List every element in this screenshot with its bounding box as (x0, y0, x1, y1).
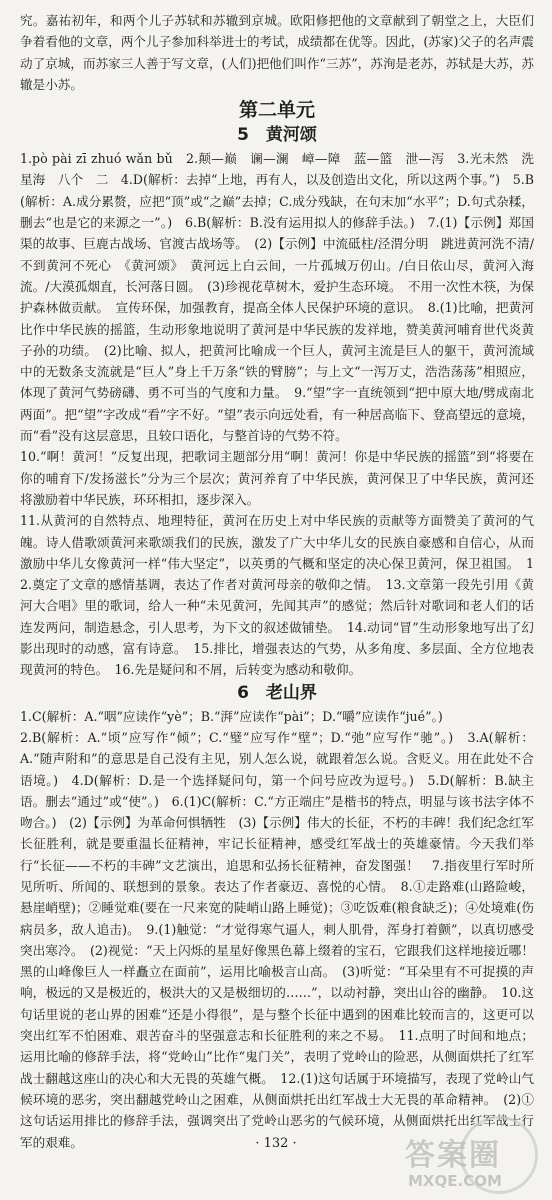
lesson-6-title: 6 老山界 (237, 682, 317, 703)
unit-title: 第二单元 (238, 99, 315, 122)
lesson-5-answer-10: 10.“啊！黄河！”反复出现，把歌词主题部分用“啊！黄河！你是中华民族的摇篮”到“将要在你的哺育下/发扬滋长”分为三个层次；黄河养育了中华民族，黄河保卫了中华民族，黄河还将激励着中华民族，环环相扣，逐步深入。 (20, 449, 534, 507)
lesson-6-answer-1: 1.C(解析：A.“咽”应读作“yè”；B.“湃”应读作“pài”；D.“嚼”应读作“jué”。) (20, 708, 443, 724)
page-number: · 132 · (255, 1136, 297, 1151)
lesson-5-title: 5 黄河颂 (237, 125, 317, 146)
watermark-logo: 答案圈 (405, 1138, 501, 1173)
lesson-5-answers-11-16: 11.从黄河的自然特点、地理特征，黄河在历史上对中华民族的贡献等方面赞美了黄河的气魄。诗人借歌颂黄河来歌颂我们的民族，激发了广大中华儿女的民族自豪感和自信心，从而激励中华儿女像黄河一样“伟大坚定”，以英勇的气概和坚定的决心保卫黄河，保卫祖国。 12.奠定了文章的感情基调，表达了作者对黄河母亲的敬仰之情。 13.文章第一段先引用《黄河大合唱》里的歌词，给人一种“未见黄河，先闻其声”的感觉；然后针对歌词和老人们的话连发两问，制造悬念，引人思考，为下文的叙述做铺垫。 14.动词“冒”生动形象地写出了幻影出现时的动感，富有诗意。 15.排比，增强表达的气势，从多角度、多层面、全方位地表现黄河的特色。 16.先是疑问和不屑，后转变为感动和敬仰。 (20, 513, 534, 678)
intro-paragraph: 究。嘉祐初年，和两个儿子苏轼和苏辙到京城。欧阳修把他的文章献到了朝堂之上，大臣们争着看他的文章，两个儿子参加科举进士的考试，成绩都在优等。因此，(苏家)父子的名声震动了京城，而苏家三人善于写文章，(人们)把他们叫作“三苏”，苏洵是老苏，苏轼是大苏，苏辙是小苏。 (20, 13, 534, 92)
lesson-5-answers-1-9: 1.pò pài zī zhuó wǎn bǔ 2.颠—巅 谰—澜 嶂—障 蓝—篮 泄—泻 3.光未然 洗星海 八个 二 4.D(解析：去掉“上地，再有人，以及创造出文化，所以这两个事。”) 5.B(解析：A.成分累赘，应把“顶”或“之巅”去掉；C.成分残缺，在句末加“水平”；D.句式杂糅，删去“也是它的来源之一”。) 6.B(解析：B.没有运用拟人的修辞手法。) 7.(1)【示例】郑国渠的故事、巨鹿古战场、官渡古战场等。 (2)【示例】中流砥柱/泾渭分明 跳进黄河洗不清/不到黄河不死心 《黄河颂》 黄河远上白云间，一片孤城万仞山。/白日依山尽，黄河入海流。/大漠孤烟直，长河落日圆。 (3)珍视花草树木，爱护生态环境。 不用一次性木筷，为保护森林做贡献。 宣传环保，加强教育，提高全体人民保护环境的意识。 8.(1)比喻，把黄河比作中华民族的摇篮，生动形象地说明了黄河是中华民族的发祥地，赞美黄河哺育世代炎黄子孙的功绩。 (2)比喻、拟人，把黄河比喻成一个巨人，黄河主流是巨人的躯干，黄河流域中的无数条支流就是“巨人”身上千万条“铁的臂膀”；与上文“一泻万丈，浩浩荡荡”相照应，体现了黄河气势磅礴、勇不可当的气度和力量。 9.“望”字一直统领到“把中原大地/劈成南北两面”。把“望”字改成“看”字不好。“望”表示向远处看，有一种居高临下、登高望远的意境，而“看”没有这层意思，且较口语化，与整首诗的气势不符。 (20, 151, 534, 444)
lesson-6-answers-2-12: 2.B(解析：A.“顷”应写作“倾”；C.“璧”应写作“壁”；D.“弛”应写作“驰”。) 3.A(解析：A.“随声附和”的意思是自己没有主见，别人怎么说，就跟着怎么说。含贬义。用在此处不合语境。) 4.D(解析：D.是一个选择疑问句，第一个问号应改为逗号。) 5.D(解析：B.缺主语。删去“通过”或“使”。) 6.(1)C(解析：C.“方正端庄”是楷书的特点，明显与该书法字体不吻合。) (2)【示例】为革命何惧牺牲 (3)【示例】伟大的长征，不朽的丰碑！我们纪念红军长征胜利，就是要重温长征精神，牢记长征精神，感受红军战士的英雄豪情。今天我们举行“长征——不朽的丰碑”文艺演出，追思和弘扬长征精神，奋发图强！ 7.指夜里行军时所见所听、所闻的、联想到的景象。表达了作者豪迈、喜悦的心情。 8.①走路难(山路险峻，悬崖峭壁)；②睡觉难(要在一尺来宽的陡峭山路上睡觉)；③吃饭难(粮食缺乏)；④处境难(伤病员多，敌人追击)。 9.(1)触觉：“才觉得寒气逼人，刺人肌骨，浑身打着颤”，以真切感受突出寒冷。 (2)视觉：“天上闪烁的星星好像黑色幕上缀着的宝石，它跟我们这样地接近哪！黑的山峰像巨人一样矗立在面前”，运用比喻极言山高。 (3)听觉：“耳朵里有不可捉摸的声响，极远的又是极近的，极洪大的又是极细切的……”，以动衬静，突出山谷的幽静。 10.这句话里说的老山界的困难“还是小得很”，是与整个长征中遇到的困难比较而言的，这更可以突出红军不怕困难、艰苦奋斗的坚强意志和长征胜利的来之不易。 11.点明了时间和地点；运用比喻的修辞手法，将“党岭山”比作“鬼门关”，表明了党岭山的险恶，从侧面烘托了红军战士翻越这座山的决心和大无畏的英雄气概。 12.(1)这句话属于环境描写，表现了党岭山气候环境的恶劣，突出翻越党岭山之困难，从侧面烘托出红军战士大无畏的革命精神。 (2)①这句话运用排比的修辞手法，强调突出了党岭山恶劣的气候环境，从侧面烘托出红军战士行军的艰难。 (20, 729, 534, 1150)
watermark-url: MXQE.COM (408, 1172, 502, 1190)
